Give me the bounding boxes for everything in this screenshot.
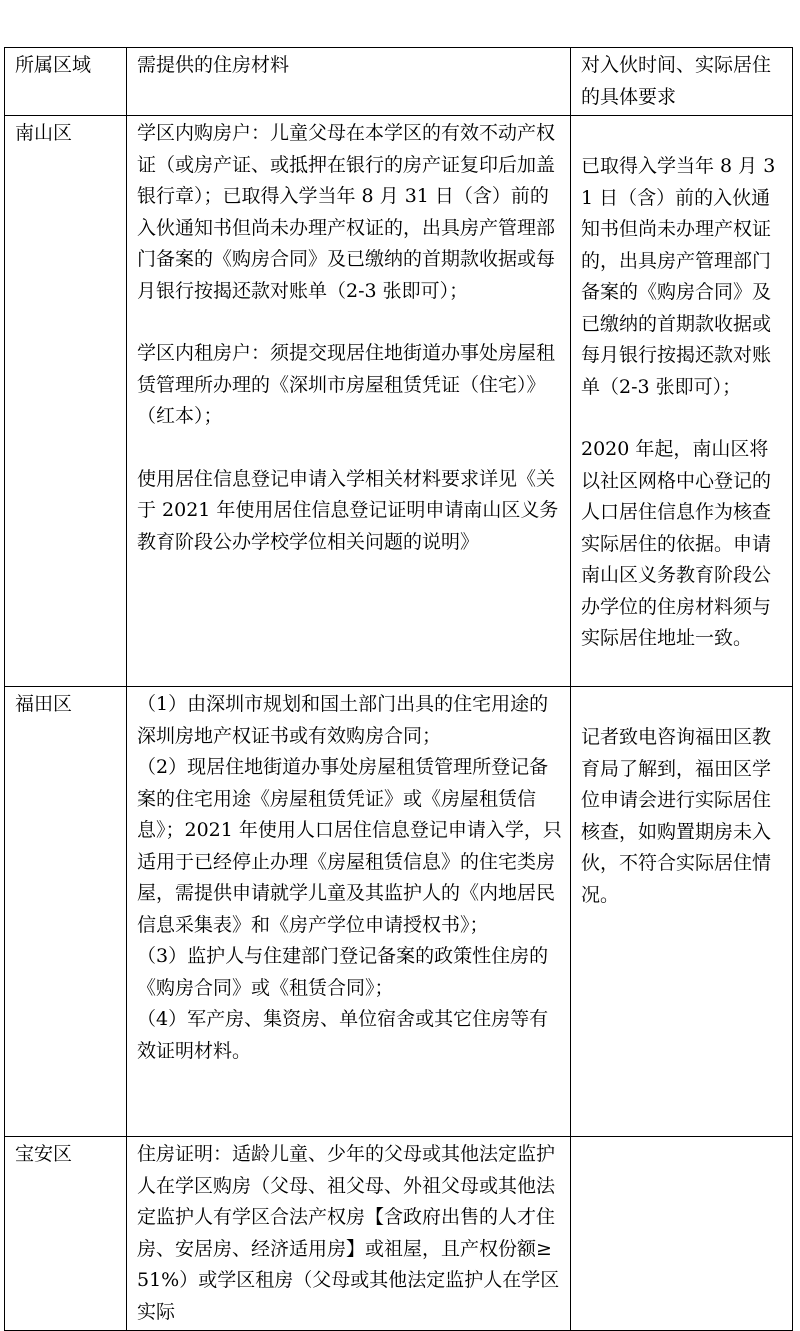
- materials-cell: [127, 687, 571, 1137]
- materials-cell: [127, 116, 571, 687]
- materials-paragraph: 学区内购房户：儿童父母在本学区的有效不动产权证（或房产证、或抵押在银行的房产证复印后加盖银行章）；已取得入学当年 8 月 31 日（含）前的入伙通知书但尚未办理产权证的，出具房产管理部门备案的《购房合同》及已缴纳的首期款收据或每月银行按揭还款对账单（2-3 张即可）；: [137, 122, 556, 302]
- requirements-paragraph: 2020 年起，南山区将以社区网格中心登记的人口居住信息作为核查实际居住的依据。申请南山区义务教育阶段公办学位的住房材料须与实际居住地址一致。: [581, 438, 772, 649]
- requirements-paragraph: 记者致电咨询福田区教育局了解到，福田区学位申请会进行实际居住核查，如购置期房未入伙，不符合实际居住情况。: [581, 726, 772, 906]
- district-cell: 宝安区: [5, 1137, 127, 1331]
- requirements-cell: [571, 1137, 793, 1331]
- header-row: [5, 48, 793, 116]
- district-cell: 南山区: [5, 116, 127, 687]
- housing-materials-table: [4, 47, 793, 1331]
- materials-cell: [127, 1137, 571, 1331]
- table-row-nanshan: [5, 116, 793, 687]
- district-cell: 福田区: [5, 687, 127, 1137]
- materials-paragraph: 使用居住信息登记申请入学相关材料要求详见《关于 2021 年使用居住信息登记证明申请南山区义务教育阶段公办学校学位相关问题的说明》: [137, 467, 559, 553]
- header-district: 所属区域: [5, 48, 127, 116]
- materials-paragraph: 住房证明：适龄儿童、少年的父母或其他法定监护人在学区购房（父母、祖父母、外祖父母或其他法定监护人有学区合法产权房【含政府出售的人才住房、安居房、经济适用房】或祖屋，且产权份额≥51%）或学区租房（父母或其他法定监护人在学区实际: [137, 1143, 560, 1323]
- requirements-paragraph: 已取得入学当年 8 月 31 日（含）前的入伙通知书但尚未办理产权证的，出具房产管理部门备案的《购房合同》及已缴纳的首期款收据或每月银行按揭还款对账单（2-3 张即可）；: [581, 155, 776, 398]
- requirements-cell: [571, 687, 793, 1137]
- table-row-baoan: [5, 1137, 793, 1331]
- table-row-futian: [5, 687, 793, 1137]
- header-materials: 需提供的住房材料: [127, 48, 571, 116]
- requirements-cell: [571, 116, 793, 687]
- materials-paragraph: （1）由深圳市规划和国土部门出具的住宅用途的深圳房地产权证书或有效购房合同； （2）现居住地街道办事处房屋租赁管理所登记备案的住宅用途《房屋租赁凭证》或《房屋租赁信息》；2021 年使用人口居住信息登记申请入学，只适用于已经停止办理《房屋租赁信息》的住宅类房屋，需提供申请就学儿童及其监护人的《内地居民信息采集表》和《房产学位申请授权书》； （3）监护人与住建部门登记备案的政策性住房的《购房合同》或《租赁合同》； （4）军产房、集资房、单位宿舍或其它住房等有效证明材料。: [137, 693, 562, 1062]
- materials-paragraph: 学区内租房户：须提交现居住地街道办事处房屋租赁管理所办理的《深圳市房屋租赁凭证（住宅）》（红本）；: [137, 342, 556, 427]
- header-requirements: 对入伙时间、实际居住的具体要求: [571, 48, 793, 116]
